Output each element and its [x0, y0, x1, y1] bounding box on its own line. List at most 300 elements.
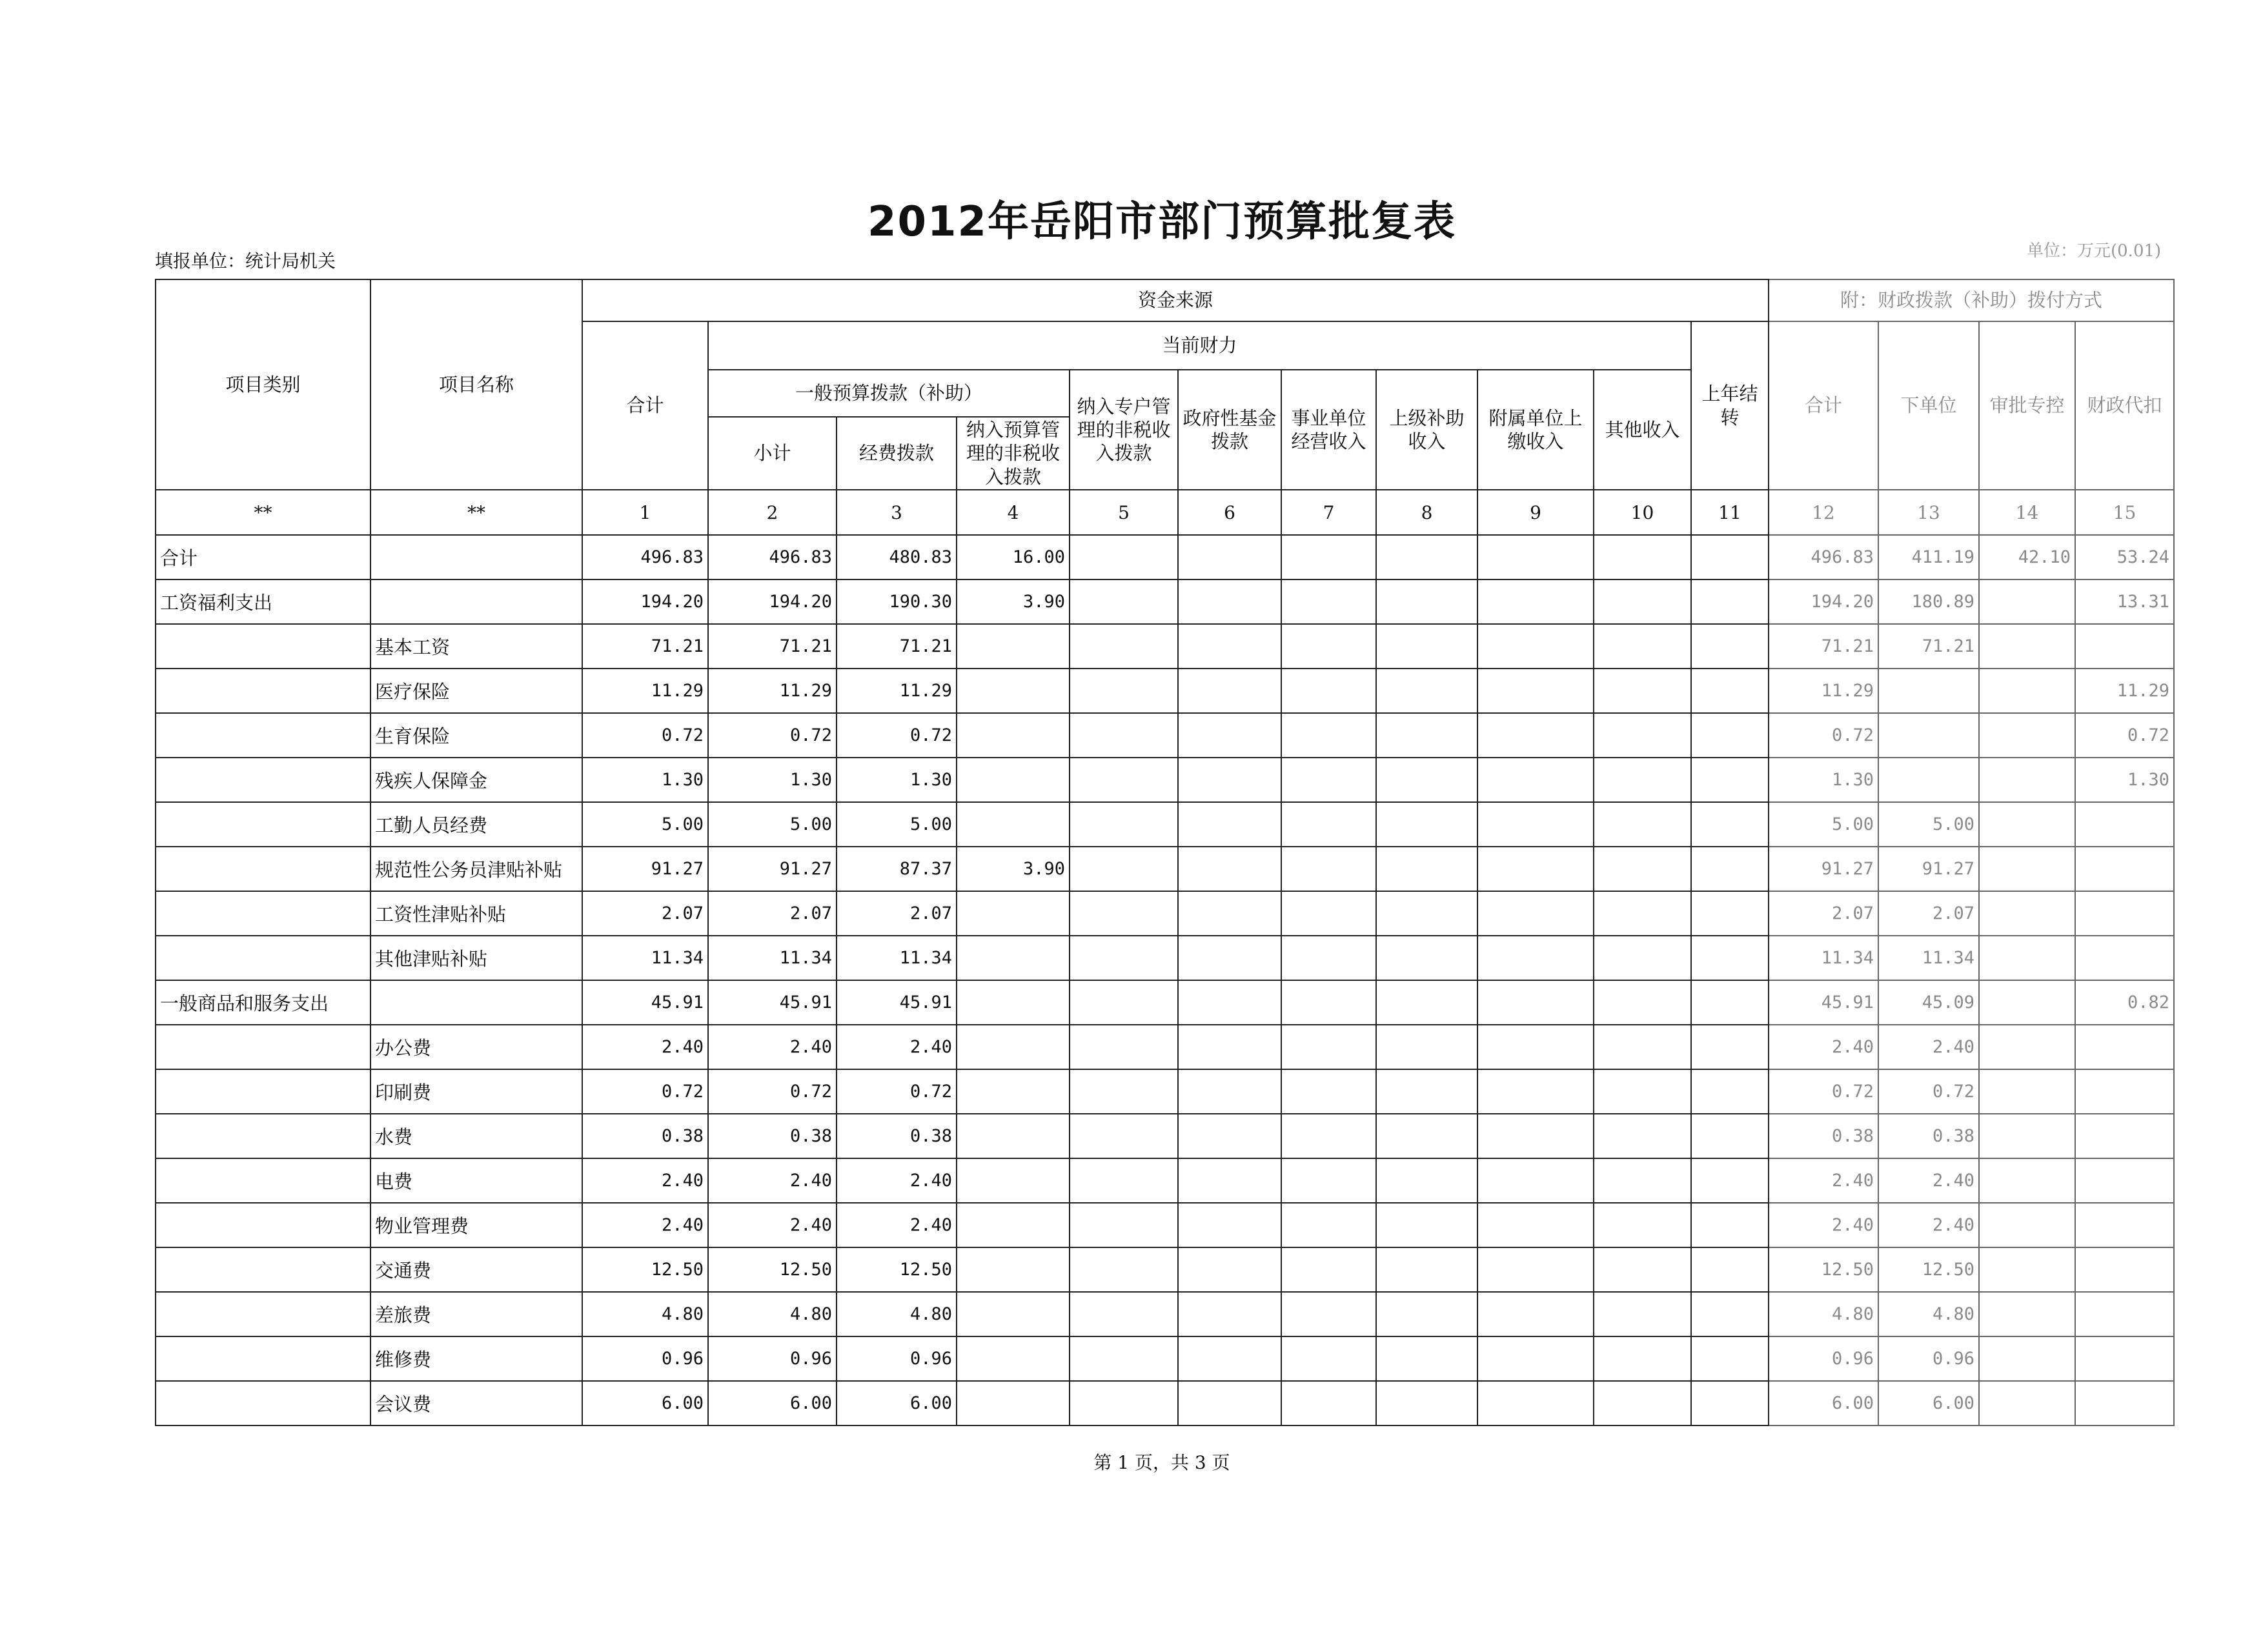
subtotal-cell: 496.83 [708, 535, 837, 579]
expense-allocation-cell: 190.30 [837, 579, 957, 624]
other-income-cell [1594, 936, 1691, 980]
column-index-cell: 4 [957, 490, 1070, 535]
nontax-in-budget-cell [957, 1025, 1070, 1069]
gov-fund-cell [1178, 1247, 1281, 1292]
category-cell [156, 1247, 370, 1292]
column-index-cell: 7 [1281, 490, 1376, 535]
superior-subsidy-cell [1376, 624, 1477, 669]
table-row [156, 1247, 2174, 1292]
table-row [156, 713, 2174, 758]
header-affiliate-income: 附属单位上缴收入 [1477, 370, 1594, 490]
nontax-in-budget-cell [957, 624, 1070, 669]
column-index-cell: 14 [1979, 490, 2075, 535]
item-name-cell: 基本工资 [370, 624, 582, 669]
superior-subsidy-cell [1376, 847, 1477, 891]
prior-balance-cell [1691, 802, 1769, 847]
total-cell: 11.34 [582, 936, 708, 980]
header-current-finance: 当前财力 [708, 321, 1691, 370]
prior-balance-cell [1691, 1158, 1769, 1203]
institution-income-cell [1281, 1114, 1376, 1158]
prior-balance-cell [1691, 713, 1769, 758]
item-name-cell: 印刷费 [370, 1069, 582, 1114]
prior-balance-cell [1691, 624, 1769, 669]
special-account-nontax-cell [1070, 936, 1178, 980]
affiliate-income-cell [1477, 1025, 1594, 1069]
institution-income-cell [1281, 847, 1376, 891]
appendix-audit-cell [1979, 1025, 2075, 1069]
other-income-cell [1594, 1069, 1691, 1114]
item-name-cell [370, 579, 582, 624]
institution-income-cell [1281, 535, 1376, 579]
appendix-fin-pay-cell [2075, 1158, 2174, 1203]
institution-income-cell [1281, 936, 1376, 980]
total-cell: 0.72 [582, 1069, 708, 1114]
institution-income-cell [1281, 579, 1376, 624]
subtotal-cell: 0.72 [708, 1069, 837, 1114]
appendix-total-cell: 6.00 [1769, 1381, 1878, 1425]
header-expense-allocation: 经费拨款 [837, 417, 957, 490]
superior-subsidy-cell [1376, 535, 1477, 579]
other-income-cell [1594, 891, 1691, 936]
prior-balance-cell [1691, 1025, 1769, 1069]
appendix-sub-unit-cell: 4.80 [1878, 1292, 1979, 1336]
prior-balance-cell [1691, 1292, 1769, 1336]
appendix-audit-cell [1979, 579, 2075, 624]
special-account-nontax-cell [1070, 713, 1178, 758]
subtotal-cell: 45.91 [708, 980, 837, 1025]
special-account-nontax-cell [1070, 758, 1178, 802]
item-name-cell: 办公费 [370, 1025, 582, 1069]
appendix-fin-pay-cell [2075, 847, 2174, 891]
appendix-fin-pay-cell [2075, 802, 2174, 847]
expense-allocation-cell: 11.34 [837, 936, 957, 980]
affiliate-income-cell [1477, 1203, 1594, 1247]
appendix-fin-pay-cell: 0.72 [2075, 713, 2174, 758]
nontax-in-budget-cell [957, 1292, 1070, 1336]
appendix-fin-pay-cell [2075, 1025, 2174, 1069]
gov-fund-cell [1178, 1025, 1281, 1069]
special-account-nontax-cell [1070, 1158, 1178, 1203]
institution-income-cell [1281, 1292, 1376, 1336]
subtotal-cell: 4.80 [708, 1292, 837, 1336]
expense-allocation-cell: 0.38 [837, 1114, 957, 1158]
total-cell: 91.27 [582, 847, 708, 891]
appendix-sub-unit-cell: 5.00 [1878, 802, 1979, 847]
special-account-nontax-cell [1070, 847, 1178, 891]
nontax-in-budget-cell [957, 802, 1070, 847]
affiliate-income-cell [1477, 1292, 1594, 1336]
item-name-cell: 生育保险 [370, 713, 582, 758]
subtotal-cell: 6.00 [708, 1381, 837, 1425]
total-cell: 2.40 [582, 1025, 708, 1069]
appendix-total-cell: 2.07 [1769, 891, 1878, 936]
category-cell [156, 758, 370, 802]
expense-allocation-cell: 4.80 [837, 1292, 957, 1336]
expense-allocation-cell: 2.40 [837, 1025, 957, 1069]
total-cell: 496.83 [582, 535, 708, 579]
expense-allocation-cell: 1.30 [837, 758, 957, 802]
header-other-income: 其他收入 [1594, 370, 1691, 490]
total-cell: 0.72 [582, 713, 708, 758]
superior-subsidy-cell [1376, 713, 1477, 758]
affiliate-income-cell [1477, 1158, 1594, 1203]
total-cell: 2.07 [582, 891, 708, 936]
table-row [156, 579, 2174, 624]
table-row [156, 1025, 2174, 1069]
nontax-in-budget-cell [957, 713, 1070, 758]
other-income-cell [1594, 1114, 1691, 1158]
superior-subsidy-cell [1376, 980, 1477, 1025]
nontax-in-budget-cell [957, 1114, 1070, 1158]
header-institution-income: 事业单位经营收入 [1281, 370, 1376, 490]
other-income-cell [1594, 713, 1691, 758]
institution-income-cell [1281, 1336, 1376, 1381]
prior-balance-cell [1691, 847, 1769, 891]
expense-allocation-cell: 2.40 [837, 1158, 957, 1203]
item-name-cell: 工资性津贴补贴 [370, 891, 582, 936]
category-cell: 合计 [156, 535, 370, 579]
affiliate-income-cell [1477, 624, 1594, 669]
item-name-cell: 交通费 [370, 1247, 582, 1292]
column-index-cell: ** [370, 490, 582, 535]
appendix-sub-unit-cell: 0.72 [1878, 1069, 1979, 1114]
table-row [156, 980, 2174, 1025]
nontax-in-budget-cell [957, 758, 1070, 802]
superior-subsidy-cell [1376, 758, 1477, 802]
appendix-sub-unit-cell: 12.50 [1878, 1247, 1979, 1292]
table-row [156, 1292, 2174, 1336]
prior-balance-cell [1691, 1247, 1769, 1292]
prior-balance-cell [1691, 669, 1769, 713]
gov-fund-cell [1178, 1158, 1281, 1203]
column-index-cell: 9 [1477, 490, 1594, 535]
appendix-fin-pay-cell [2075, 1292, 2174, 1336]
total-cell: 6.00 [582, 1381, 708, 1425]
gov-fund-cell [1178, 624, 1281, 669]
subtotal-cell: 12.50 [708, 1247, 837, 1292]
special-account-nontax-cell [1070, 1336, 1178, 1381]
header-appendix: 附：财政拨款（补助）拨付方式 [1769, 279, 2174, 321]
appendix-fin-pay-cell [2075, 891, 2174, 936]
appendix-fin-pay-cell [2075, 1247, 2174, 1292]
subtotal-cell: 1.30 [708, 758, 837, 802]
superior-subsidy-cell [1376, 891, 1477, 936]
nontax-in-budget-cell [957, 1247, 1070, 1292]
gov-fund-cell [1178, 847, 1281, 891]
appendix-fin-pay-cell [2075, 1336, 2174, 1381]
subtotal-cell: 71.21 [708, 624, 837, 669]
gov-fund-cell [1178, 891, 1281, 936]
superior-subsidy-cell [1376, 1247, 1477, 1292]
institution-income-cell [1281, 1381, 1376, 1425]
expense-allocation-cell: 2.40 [837, 1203, 957, 1247]
header-app-sub-unit: 下单位 [1878, 321, 1979, 490]
page-footer: 第 1 页，共 3 页 [1093, 1452, 1230, 1473]
appendix-fin-pay-cell: 13.31 [2075, 579, 2174, 624]
column-index-cell: 5 [1070, 490, 1178, 535]
item-name-cell: 物业管理费 [370, 1203, 582, 1247]
item-name-cell: 残疾人保障金 [370, 758, 582, 802]
other-income-cell [1594, 1336, 1691, 1381]
appendix-sub-unit-cell: 2.40 [1878, 1158, 1979, 1203]
item-name-cell: 差旅费 [370, 1292, 582, 1336]
prior-balance-cell [1691, 758, 1769, 802]
subtotal-cell: 0.38 [708, 1114, 837, 1158]
appendix-audit-cell [1979, 891, 2075, 936]
category-cell [156, 1069, 370, 1114]
appendix-sub-unit-cell: 71.21 [1878, 624, 1979, 669]
special-account-nontax-cell [1070, 1069, 1178, 1114]
affiliate-income-cell [1477, 1336, 1594, 1381]
header-special-account-nontax: 纳入专户管理的非税收入拨款 [1070, 370, 1178, 490]
subtotal-cell: 5.00 [708, 802, 837, 847]
special-account-nontax-cell [1070, 535, 1178, 579]
other-income-cell [1594, 980, 1691, 1025]
gov-fund-cell [1178, 758, 1281, 802]
item-name-cell: 医疗保险 [370, 669, 582, 713]
column-index-cell: 10 [1594, 490, 1691, 535]
table-row [156, 1158, 2174, 1203]
appendix-total-cell: 0.38 [1769, 1114, 1878, 1158]
subtotal-cell: 11.34 [708, 936, 837, 980]
special-account-nontax-cell [1070, 891, 1178, 936]
institution-income-cell [1281, 713, 1376, 758]
appendix-fin-pay-cell [2075, 1069, 2174, 1114]
table-row [156, 847, 2174, 891]
gov-fund-cell [1178, 936, 1281, 980]
subtotal-cell: 91.27 [708, 847, 837, 891]
institution-income-cell [1281, 1203, 1376, 1247]
table-row [156, 802, 2174, 847]
gov-fund-cell [1178, 1203, 1281, 1247]
total-cell: 5.00 [582, 802, 708, 847]
appendix-fin-pay-cell [2075, 624, 2174, 669]
total-cell: 11.29 [582, 669, 708, 713]
appendix-total-cell: 2.40 [1769, 1158, 1878, 1203]
subtotal-cell: 2.40 [708, 1158, 837, 1203]
header-subtotal: 小计 [708, 417, 837, 490]
institution-income-cell [1281, 980, 1376, 1025]
appendix-sub-unit-cell: 180.89 [1878, 579, 1979, 624]
affiliate-income-cell [1477, 758, 1594, 802]
appendix-fin-pay-cell [2075, 1381, 2174, 1425]
special-account-nontax-cell [1070, 1247, 1178, 1292]
expense-allocation-cell: 0.96 [837, 1336, 957, 1381]
appendix-sub-unit-cell: 6.00 [1878, 1381, 1979, 1425]
header-gov-fund: 政府性基金拨款 [1178, 370, 1281, 490]
appendix-total-cell: 5.00 [1769, 802, 1878, 847]
category-cell [156, 669, 370, 713]
table-row [156, 1203, 2174, 1247]
header-prior-balance: 上年结转 [1691, 321, 1769, 490]
appendix-audit-cell [1979, 847, 2075, 891]
gov-fund-cell [1178, 1336, 1281, 1381]
column-index-cell: 2 [708, 490, 837, 535]
other-income-cell [1594, 802, 1691, 847]
affiliate-income-cell [1477, 936, 1594, 980]
appendix-total-cell: 71.21 [1769, 624, 1878, 669]
expense-allocation-cell: 12.50 [837, 1247, 957, 1292]
affiliate-income-cell [1477, 802, 1594, 847]
item-name-cell [370, 535, 582, 579]
appendix-audit-cell [1979, 1381, 2075, 1425]
appendix-audit-cell [1979, 980, 2075, 1025]
subtotal-cell: 0.72 [708, 713, 837, 758]
nontax-in-budget-cell [957, 936, 1070, 980]
appendix-sub-unit-cell: 91.27 [1878, 847, 1979, 891]
superior-subsidy-cell [1376, 1203, 1477, 1247]
appendix-fin-pay-cell: 0.82 [2075, 980, 2174, 1025]
nontax-in-budget-cell [957, 891, 1070, 936]
total-cell: 2.40 [582, 1203, 708, 1247]
category-cell [156, 936, 370, 980]
total-cell: 71.21 [582, 624, 708, 669]
item-name-cell: 水费 [370, 1114, 582, 1158]
special-account-nontax-cell [1070, 1292, 1178, 1336]
expense-allocation-cell: 71.21 [837, 624, 957, 669]
gov-fund-cell [1178, 980, 1281, 1025]
nontax-in-budget-cell [957, 1069, 1070, 1114]
table-row [156, 891, 2174, 936]
column-index-cell: 3 [837, 490, 957, 535]
header-general-budget: 一般预算拨款（补助） [708, 370, 1070, 417]
institution-income-cell [1281, 758, 1376, 802]
special-account-nontax-cell [1070, 1203, 1178, 1247]
expense-allocation-cell: 45.91 [837, 980, 957, 1025]
nontax-in-budget-cell: 16.00 [957, 535, 1070, 579]
appendix-sub-unit-cell: 45.09 [1878, 980, 1979, 1025]
gov-fund-cell [1178, 1292, 1281, 1336]
appendix-audit-cell [1979, 1203, 2075, 1247]
superior-subsidy-cell [1376, 936, 1477, 980]
column-index-cell: 15 [2075, 490, 2174, 535]
table-row [156, 669, 2174, 713]
column-index-cell: 1 [582, 490, 708, 535]
affiliate-income-cell [1477, 1247, 1594, 1292]
expense-allocation-cell: 0.72 [837, 713, 957, 758]
expense-allocation-cell: 87.37 [837, 847, 957, 891]
table-row [156, 1381, 2174, 1425]
prior-balance-cell [1691, 891, 1769, 936]
gov-fund-cell [1178, 669, 1281, 713]
column-index-cell: 6 [1178, 490, 1281, 535]
column-index-cell: 8 [1376, 490, 1477, 535]
expense-allocation-cell: 2.07 [837, 891, 957, 936]
unit-note: 单位：万元(0.01) [2027, 241, 2162, 261]
prior-balance-cell [1691, 579, 1769, 624]
nontax-in-budget-cell [957, 1203, 1070, 1247]
prior-balance-cell [1691, 1381, 1769, 1425]
subtotal-cell: 2.40 [708, 1025, 837, 1069]
prior-balance-cell [1691, 980, 1769, 1025]
institution-income-cell [1281, 669, 1376, 713]
header-app-audit: 审批专控 [1979, 321, 2075, 490]
special-account-nontax-cell [1070, 669, 1178, 713]
category-cell [156, 1114, 370, 1158]
appendix-fin-pay-cell: 53.24 [2075, 535, 2174, 579]
appendix-fin-pay-cell: 11.29 [2075, 669, 2174, 713]
category-cell [156, 624, 370, 669]
column-index-cell: ** [156, 490, 370, 535]
subtotal-cell: 11.29 [708, 669, 837, 713]
total-cell: 4.80 [582, 1292, 708, 1336]
other-income-cell [1594, 758, 1691, 802]
total-cell: 0.38 [582, 1114, 708, 1158]
affiliate-income-cell [1477, 535, 1594, 579]
appendix-total-cell: 0.96 [1769, 1336, 1878, 1381]
appendix-total-cell: 1.30 [1769, 758, 1878, 802]
appendix-audit-cell [1979, 1158, 2075, 1203]
affiliate-income-cell [1477, 1114, 1594, 1158]
affiliate-income-cell [1477, 669, 1594, 713]
appendix-fin-pay-cell [2075, 1203, 2174, 1247]
institution-income-cell [1281, 891, 1376, 936]
gov-fund-cell [1178, 579, 1281, 624]
affiliate-income-cell [1477, 1381, 1594, 1425]
appendix-sub-unit-cell [1878, 669, 1979, 713]
expense-allocation-cell: 0.72 [837, 1069, 957, 1114]
prior-balance-cell [1691, 1114, 1769, 1158]
header-app-fin-pay: 财政代扣 [2075, 321, 2174, 490]
appendix-sub-unit-cell: 0.38 [1878, 1114, 1979, 1158]
column-index-row [156, 490, 2174, 535]
appendix-total-cell: 2.40 [1769, 1025, 1878, 1069]
table-row [156, 1114, 2174, 1158]
affiliate-income-cell [1477, 980, 1594, 1025]
expense-allocation-cell: 6.00 [837, 1381, 957, 1425]
superior-subsidy-cell [1376, 1158, 1477, 1203]
institution-income-cell [1281, 1158, 1376, 1203]
institution-income-cell [1281, 1025, 1376, 1069]
appendix-sub-unit-cell: 11.34 [1878, 936, 1979, 980]
category-cell [156, 1381, 370, 1425]
affiliate-income-cell [1477, 847, 1594, 891]
header-superior-subsidy: 上级补助收入 [1376, 370, 1477, 490]
prior-balance-cell [1691, 936, 1769, 980]
total-cell: 2.40 [582, 1158, 708, 1203]
filing-unit: 填报单位：统计局机关 [155, 250, 336, 272]
table-row [156, 758, 2174, 802]
other-income-cell [1594, 1025, 1691, 1069]
appendix-total-cell: 0.72 [1769, 713, 1878, 758]
header-category: 项目类别 [156, 279, 370, 490]
special-account-nontax-cell [1070, 1381, 1178, 1425]
subtotal-cell: 194.20 [708, 579, 837, 624]
superior-subsidy-cell [1376, 1336, 1477, 1381]
superior-subsidy-cell [1376, 802, 1477, 847]
table-body [156, 535, 2174, 1425]
prior-balance-cell [1691, 1203, 1769, 1247]
nontax-in-budget-cell [957, 980, 1070, 1025]
column-index-cell: 11 [1691, 490, 1769, 535]
appendix-total-cell: 11.34 [1769, 936, 1878, 980]
category-cell [156, 802, 370, 847]
subtotal-cell: 0.96 [708, 1336, 837, 1381]
institution-income-cell [1281, 802, 1376, 847]
header-funding-source: 资金来源 [582, 279, 1769, 321]
nontax-in-budget-cell: 3.90 [957, 579, 1070, 624]
item-name-cell: 维修费 [370, 1336, 582, 1381]
superior-subsidy-cell [1376, 669, 1477, 713]
appendix-total-cell: 11.29 [1769, 669, 1878, 713]
subtotal-cell: 2.40 [708, 1203, 837, 1247]
expense-allocation-cell: 11.29 [837, 669, 957, 713]
appendix-sub-unit-cell [1878, 758, 1979, 802]
category-cell [156, 847, 370, 891]
appendix-sub-unit-cell: 2.40 [1878, 1203, 1979, 1247]
category-cell [156, 1292, 370, 1336]
total-cell: 1.30 [582, 758, 708, 802]
